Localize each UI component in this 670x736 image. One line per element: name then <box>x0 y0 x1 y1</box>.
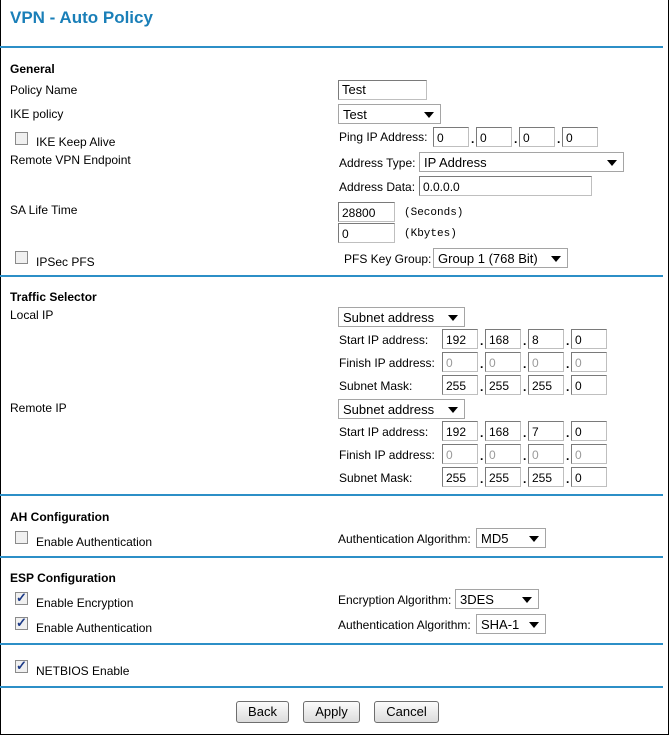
netbios-label: NETBIOS Enable <box>36 664 130 678</box>
local-mask-octet-1[interactable]: 255 <box>442 375 478 395</box>
esp-auth-algo-label: Authentication Algorithm: <box>338 618 471 632</box>
remote-finish-label: Finish IP address: <box>339 448 435 462</box>
ip-dot: . <box>566 472 570 486</box>
chevron-down-icon <box>529 622 539 628</box>
ipsec-pfs-checkbox[interactable] <box>15 251 28 264</box>
ip-dot: . <box>480 357 484 371</box>
remote-start-octet-1[interactable]: 192 <box>442 421 478 441</box>
ah-auth-algo-select[interactable] <box>476 528 546 548</box>
divider <box>0 556 663 558</box>
ping-ip-octet-4[interactable]: 0 <box>562 127 598 147</box>
local-type-value: Subnet address <box>343 310 435 325</box>
ah-enable-auth-label: Enable Authentication <box>36 535 153 549</box>
chevron-down-icon <box>448 315 458 321</box>
remote-ip-label: Remote IP <box>10 401 67 415</box>
ip-dot: . <box>566 334 570 348</box>
sa-seconds-unit: (Seconds) <box>404 207 464 219</box>
sa-life-label: SA Life Time <box>10 203 78 217</box>
page-title: VPN - Auto Policy <box>10 8 153 27</box>
remote-mask-octet-3[interactable]: 255 <box>528 467 564 487</box>
esp-enable-auth-checkbox[interactable] <box>15 617 28 630</box>
local-finish-label: Finish IP address: <box>339 356 435 370</box>
remote-start-octet-2[interactable]: 168 <box>485 421 521 441</box>
ip-dot: . <box>566 380 570 394</box>
policy-name-label: Policy Name <box>10 83 78 97</box>
ah-auth-algo-label: Authentication Algorithm: <box>338 532 471 546</box>
address-type-value: IP Address <box>424 155 487 170</box>
local-finish-octet-3[interactable]: 0 <box>528 352 564 372</box>
remote-finish-octet-1[interactable]: 0 <box>442 444 478 464</box>
remote-mask-octet-2[interactable]: 255 <box>485 467 521 487</box>
ah-auth-algo-value: MD5 <box>481 531 509 546</box>
ip-dot: . <box>480 449 484 463</box>
remote-mask-octet-4[interactable]: 0 <box>571 467 607 487</box>
ah-enable-auth-checkbox[interactable] <box>15 531 28 544</box>
ip-dot: . <box>523 357 527 371</box>
chevron-down-icon <box>551 256 561 262</box>
section-traffic-selector: Traffic Selector <box>10 290 97 304</box>
local-mask-octet-3[interactable]: 255 <box>528 375 564 395</box>
ip-dot: . <box>480 380 484 394</box>
divider <box>0 494 663 496</box>
chevron-down-icon <box>529 536 539 542</box>
netbios-checkbox[interactable] <box>15 660 28 673</box>
ip-dot: . <box>471 132 475 146</box>
ping-ip-label: Ping IP Address: <box>339 130 428 144</box>
remote-mask-label: Subnet Mask: <box>339 471 413 485</box>
ip-dot: . <box>523 334 527 348</box>
local-finish-octet-1[interactable]: 0 <box>442 352 478 372</box>
ip-dot: . <box>480 472 484 486</box>
divider <box>0 46 663 48</box>
local-start-octet-3[interactable]: 8 <box>528 329 564 349</box>
ipsec-pfs-label: IPSec PFS <box>36 255 95 269</box>
local-mask-octet-4[interactable]: 0 <box>571 375 607 395</box>
apply-button[interactable]: Apply <box>303 701 360 723</box>
remote-finish-octet-2[interactable]: 0 <box>485 444 521 464</box>
remote-start-label: Start IP address: <box>339 425 429 439</box>
ip-dot: . <box>523 472 527 486</box>
local-start-octet-1[interactable]: 192 <box>442 329 478 349</box>
pfs-key-group-label: PFS Key Group: <box>344 252 432 266</box>
address-data-input[interactable]: 0.0.0.0 <box>419 176 592 196</box>
ip-dot: . <box>514 132 518 146</box>
esp-enc-algo-value: 3DES <box>460 592 494 607</box>
pfs-key-group-value: Group 1 (768 Bit) <box>438 251 538 266</box>
ip-dot: . <box>557 132 561 146</box>
local-finish-octet-4[interactable]: 0 <box>571 352 607 372</box>
chevron-down-icon <box>448 407 458 413</box>
pfs-key-group-select[interactable] <box>433 248 568 268</box>
local-finish-octet-2[interactable]: 0 <box>485 352 521 372</box>
ip-dot: . <box>566 357 570 371</box>
chevron-down-icon <box>607 160 617 166</box>
local-mask-octet-2[interactable]: 255 <box>485 375 521 395</box>
ping-ip-octet-3[interactable]: 0 <box>519 127 555 147</box>
remote-finish-octet-3[interactable]: 0 <box>528 444 564 464</box>
sa-seconds-input[interactable]: 28800 <box>338 202 395 222</box>
remote-start-octet-3[interactable]: 7 <box>528 421 564 441</box>
local-mask-label: Subnet Mask: <box>339 379 413 393</box>
esp-enc-algo-select[interactable] <box>455 589 539 609</box>
remote-finish-octet-4[interactable]: 0 <box>571 444 607 464</box>
divider <box>0 686 663 688</box>
address-data-label: Address Data: <box>339 180 416 194</box>
esp-auth-algo-value: SHA-1 <box>481 617 520 632</box>
sa-kbytes-input[interactable]: 0 <box>338 223 395 243</box>
esp-enable-enc-label: Enable Encryption <box>36 596 134 610</box>
section-ah-configuration: AH Configuration <box>10 510 110 524</box>
ike-policy-value: Test <box>343 107 367 122</box>
divider <box>0 643 663 645</box>
address-type-label: Address Type: <box>339 156 416 170</box>
chevron-down-icon <box>522 597 532 603</box>
remote-start-octet-4[interactable]: 0 <box>571 421 607 441</box>
ip-dot: . <box>523 449 527 463</box>
section-esp-configuration: ESP Configuration <box>10 571 116 585</box>
remote-type-value: Subnet address <box>343 402 435 417</box>
ip-dot: . <box>523 380 527 394</box>
esp-enable-enc-checkbox[interactable] <box>15 592 28 605</box>
ip-dot: . <box>566 426 570 440</box>
local-start-octet-2[interactable]: 168 <box>485 329 521 349</box>
esp-auth-algo-select[interactable] <box>476 614 546 634</box>
sa-kbytes-unit: (Kbytes) <box>404 228 457 240</box>
back-button[interactable]: Back <box>236 701 289 723</box>
ip-dot: . <box>480 334 484 348</box>
ike-keep-alive-label: IKE Keep Alive <box>36 135 116 149</box>
local-start-label: Start IP address: <box>339 333 429 347</box>
cancel-button[interactable]: Cancel <box>374 701 439 723</box>
esp-enc-algo-label: Encryption Algorithm: <box>338 593 452 607</box>
policy-name-input[interactable]: Test <box>338 80 427 100</box>
remote-mask-octet-1[interactable]: 255 <box>442 467 478 487</box>
ike-policy-select[interactable] <box>338 104 441 124</box>
chevron-down-icon <box>424 112 434 118</box>
section-general: General <box>10 62 55 76</box>
ike-policy-label: IKE policy <box>10 107 64 121</box>
local-start-octet-4[interactable]: 0 <box>571 329 607 349</box>
ip-dot: . <box>523 426 527 440</box>
local-ip-label: Local IP <box>10 308 54 322</box>
divider <box>0 275 663 277</box>
ike-keep-alive-checkbox[interactable] <box>15 132 28 145</box>
local-type-select[interactable] <box>338 307 465 327</box>
ip-dot: . <box>566 449 570 463</box>
ip-dot: . <box>480 426 484 440</box>
ping-ip-octet-1[interactable]: 0 <box>433 127 469 147</box>
remote-endpoint-label: Remote VPN Endpoint <box>10 153 131 167</box>
esp-enable-auth-label: Enable Authentication <box>36 621 153 635</box>
remote-type-select[interactable] <box>338 399 465 419</box>
address-type-select[interactable] <box>419 152 624 172</box>
ping-ip-octet-2[interactable]: 0 <box>476 127 512 147</box>
